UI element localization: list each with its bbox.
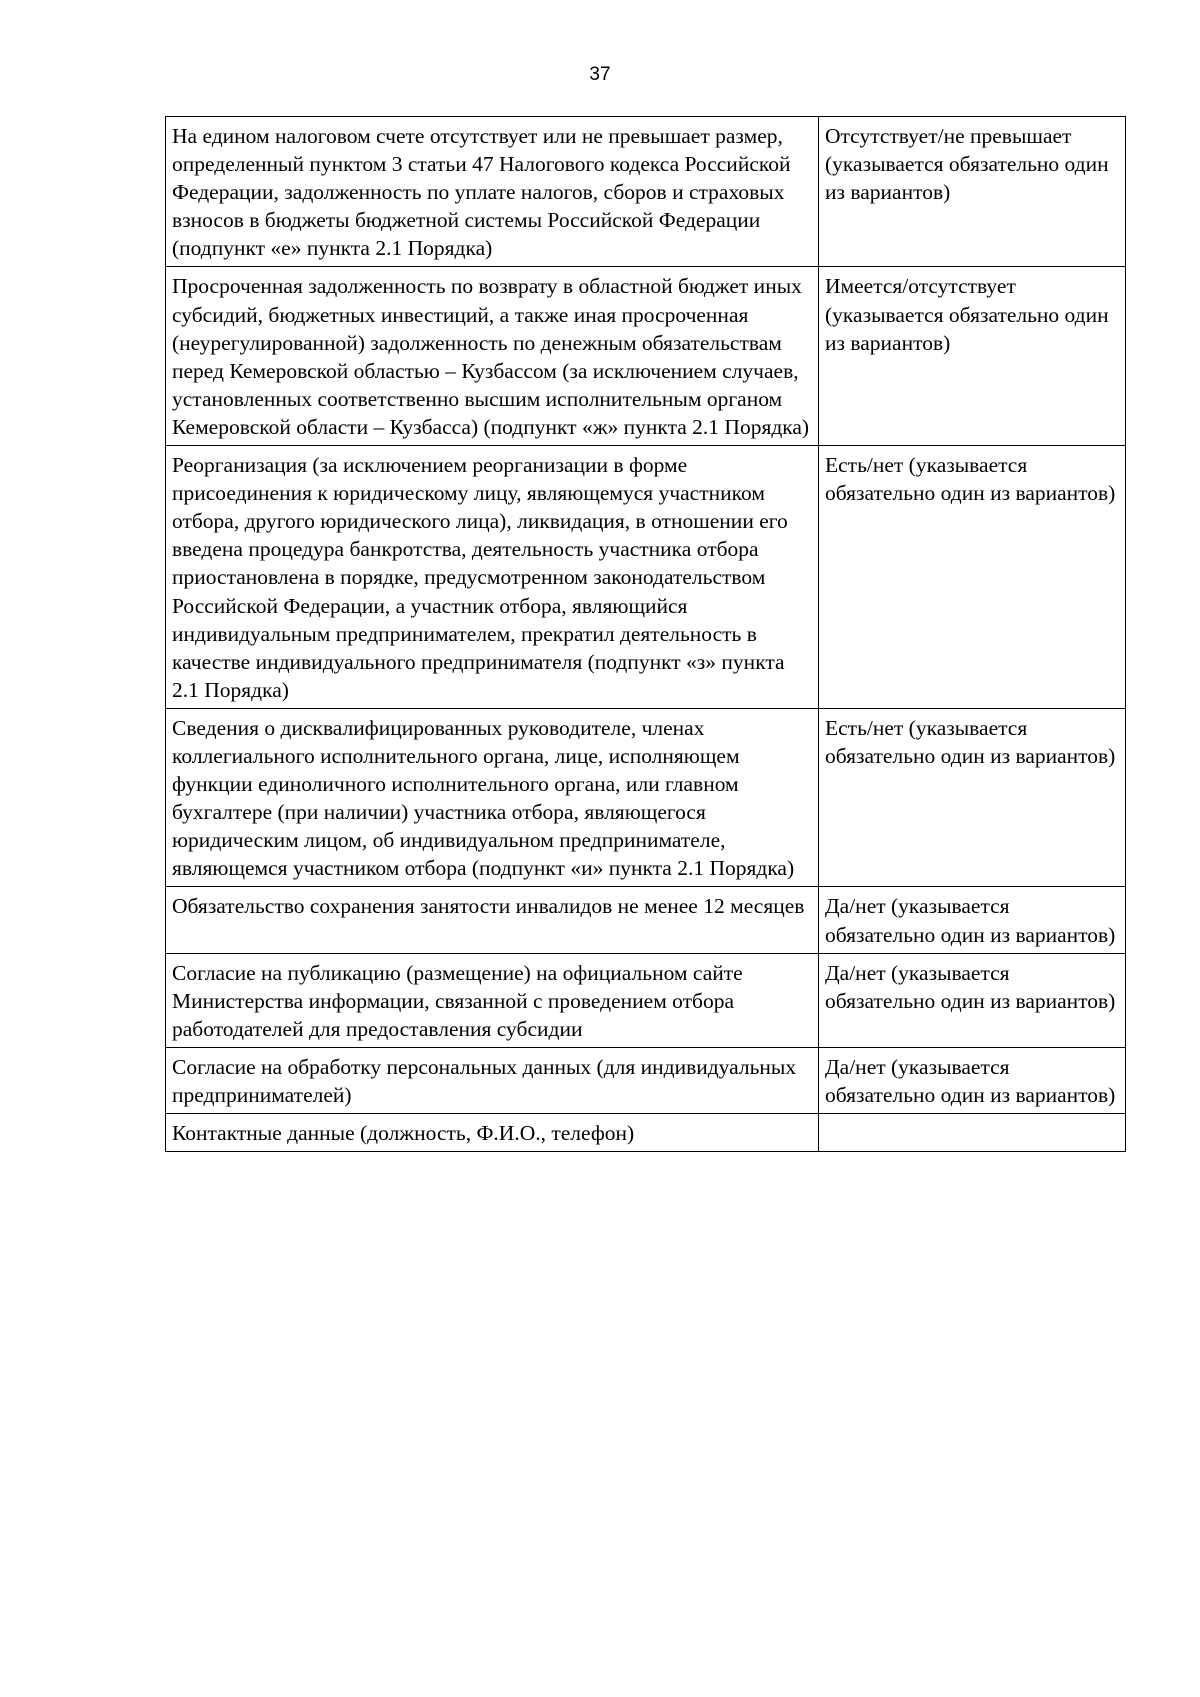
criterion-cell: Реорганизация (за исключением реорганизации в форме присоединения к юридическому лицу, являющемуся участником отбора, другого юридического лица), ликвидация, в отношении его введена процедура банкротства, деятельность участника отбора приостановлена в порядке, предусмотренном законодательством Российской Федерации, а участник отбора, являющийся индивидуальным предпринимателем, прекратил деятельность в качестве индивидуального предпринимателя (подпункт «з» пункта 2.1 Порядка) <box>166 446 819 709</box>
table-row <box>166 953 1126 1047</box>
criterion-cell: Просроченная задолженность по возврату в областной бюджет иных субсидий, бюджетных инвестиций, а также иная просроченная (неурегулированной) задолженность по денежным обязательствам перед Кемеровской областью – Кузбассом (за исключением случаев, установленных соответственно высшим исполнительным органом Кемеровской области – Кузбасса) (подпункт «ж» пункта 2.1 Порядка) <box>166 267 819 446</box>
table-row <box>166 267 1126 446</box>
response-cell: Есть/нет (указывается обязательно один из вариантов) <box>819 708 1126 887</box>
response-cell: Да/нет (указывается обязательно один из вариантов) <box>819 887 1126 953</box>
table-row <box>166 1047 1126 1113</box>
criterion-cell: На едином налоговом счете отсутствует или не превышает размер, определенный пунктом 3 статьи 47 Налогового кодекса Российской Федерации, задолженность по уплате налогов, сборов и страховых взносов в бюджеты бюджетной системы Российской Федерации (подпункт «е» пункта 2.1 Порядка) <box>166 117 819 267</box>
criterion-cell: Согласие на обработку персональных данных (для индивидуальных предпринимателей) <box>166 1047 819 1113</box>
response-cell: Есть/нет (указывается обязательно один из вариантов) <box>819 446 1126 709</box>
table-row <box>166 446 1126 709</box>
table-row <box>166 117 1126 267</box>
response-cell: Да/нет (указывается обязательно один из вариантов) <box>819 1047 1126 1113</box>
page-number: 37 <box>589 64 611 85</box>
response-cell: Отсутствует/не превышает (указывается обязательно один из вариантов) <box>819 117 1126 267</box>
response-cell: Имеется/отсутствует (указывается обязательно один из вариантов) <box>819 267 1126 446</box>
criterion-cell: Контактные данные (должность, Ф.И.О., телефон) <box>166 1114 819 1152</box>
response-cell: Да/нет (указывается обязательно один из вариантов) <box>819 953 1126 1047</box>
criterion-cell: Согласие на публикацию (размещение) на официальном сайте Министерства информации, связанной с проведением отбора работодателей для предоставления субсидии <box>166 953 819 1047</box>
criterion-cell: Сведения о дисквалифицированных руководителе, членах коллегиального исполнительного органа, лице, исполняющем функции единоличного исполнительного органа, или главном бухгалтере (при наличии) участника отбора, являющегося юридическим лицом, об индивидуальном предпринимателе, являющемся участником отбора (подпункт «и» пункта 2.1 Порядка) <box>166 708 819 887</box>
table-row <box>166 1114 1126 1152</box>
response-cell <box>819 1114 1126 1152</box>
criterion-cell: Обязательство сохранения занятости инвалидов не менее 12 месяцев <box>166 887 819 953</box>
table-row <box>166 887 1126 953</box>
criteria-table <box>165 116 1126 1152</box>
table-row <box>166 708 1126 887</box>
